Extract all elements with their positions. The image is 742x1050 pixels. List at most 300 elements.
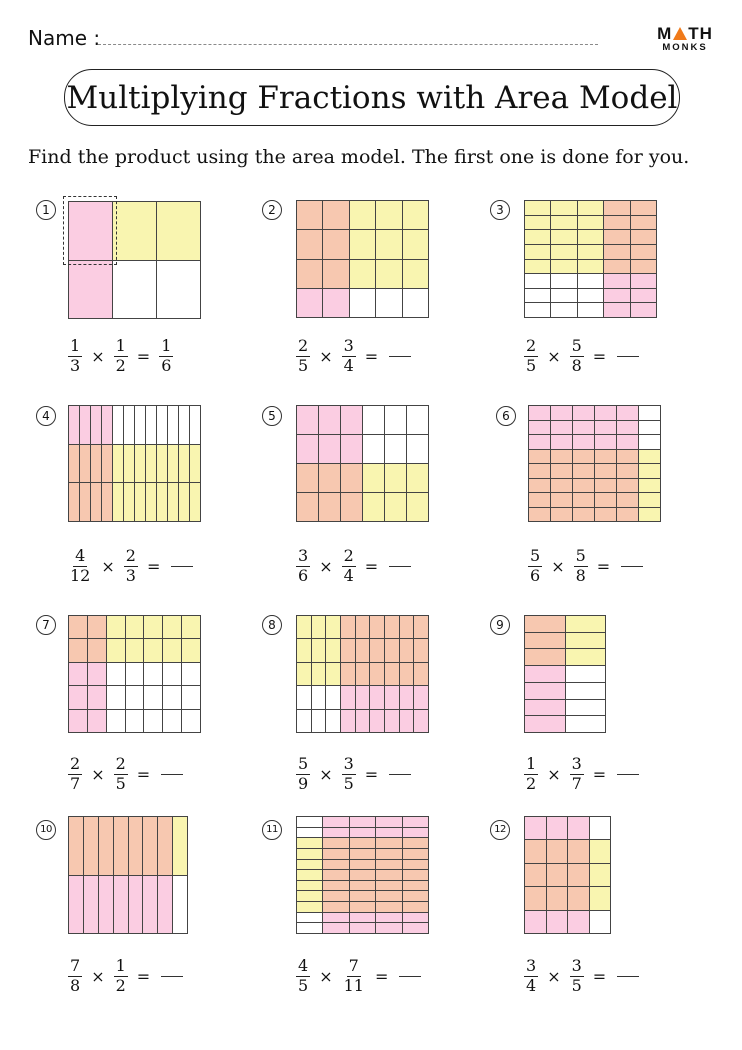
grid-cell — [529, 493, 551, 508]
grid-cell — [144, 639, 163, 662]
fraction-b: $\frac{5}{8}$ — [571, 336, 582, 375]
grid-cell — [400, 663, 415, 686]
grid-cell — [326, 710, 341, 733]
grid-cell — [631, 216, 657, 231]
grid-cell — [385, 616, 400, 639]
grid-cell — [370, 710, 385, 733]
grid-cell — [551, 260, 577, 275]
grid-cell — [312, 710, 327, 733]
fraction-b: $\frac{2}{5}$ — [115, 754, 126, 793]
grid-cell — [144, 710, 163, 733]
grid-cell — [547, 817, 569, 840]
grid-cell — [590, 887, 612, 910]
area-model-grid — [68, 405, 201, 522]
answer-blank[interactable] — [161, 774, 183, 775]
grid-cell — [551, 508, 573, 523]
grid-cell — [529, 479, 551, 494]
grid-cell — [69, 663, 88, 686]
grid-cell — [376, 913, 402, 924]
grid-cell — [350, 913, 376, 924]
grid-cell — [573, 435, 595, 450]
grid-cell — [525, 911, 547, 934]
grid-cell — [529, 421, 551, 436]
problem-number: 4 — [36, 406, 56, 426]
grid-cell — [590, 864, 612, 887]
grid-cell — [604, 245, 630, 260]
grid-cell — [578, 260, 604, 275]
grid-cell — [403, 913, 429, 924]
area-model-grid — [524, 615, 606, 733]
grid-cell — [350, 902, 376, 913]
grid-cell — [403, 923, 429, 934]
grid-cell — [179, 406, 190, 445]
grid-cell — [126, 616, 145, 639]
grid-cell — [297, 260, 323, 289]
grid-cell — [124, 406, 135, 445]
grid-cell — [595, 493, 617, 508]
equation — [526, 548, 643, 585]
grid-cell — [297, 923, 323, 934]
grid-cell — [182, 686, 201, 709]
grid-cell — [578, 216, 604, 231]
grid-cell — [312, 663, 327, 686]
grid-cell — [551, 245, 577, 260]
grid-cell — [326, 686, 341, 709]
grid-cell — [182, 616, 201, 639]
fraction-b: $\frac{7}{11}$ — [343, 956, 364, 995]
grid-cell — [99, 817, 114, 876]
grid-cell — [578, 245, 604, 260]
grid-cell — [551, 406, 573, 421]
grid-cell — [297, 289, 323, 318]
grid-cell — [350, 817, 376, 828]
grid-cell — [568, 911, 590, 934]
grid-cell — [551, 493, 573, 508]
problem-number: 12 — [490, 820, 510, 840]
grid-cell — [363, 406, 385, 435]
equals-sign: = — [136, 966, 151, 986]
grid-cell — [400, 686, 415, 709]
times-sign: × — [101, 556, 115, 576]
grid-cell — [385, 639, 400, 662]
grid-cell — [190, 406, 201, 445]
grid-cell — [400, 710, 415, 733]
problem-number: 11 — [262, 820, 282, 840]
answer-blank[interactable] — [621, 566, 643, 567]
grid-cell — [135, 406, 146, 445]
grid-cell — [350, 289, 376, 318]
grid-cell — [595, 435, 617, 450]
grid-cell — [350, 838, 376, 849]
grid-cell — [551, 303, 577, 318]
grid-cell — [297, 913, 323, 924]
grid-cell — [350, 881, 376, 892]
answer-blank[interactable] — [161, 976, 183, 977]
times-sign: × — [547, 764, 561, 784]
grid-cell — [566, 666, 607, 683]
times-sign: × — [547, 346, 561, 366]
grid-cell — [617, 479, 639, 494]
grid-cell — [363, 464, 385, 493]
equation — [294, 338, 411, 375]
grid-cell — [525, 887, 547, 910]
grid-cell — [323, 230, 349, 259]
grid-cell — [157, 202, 201, 261]
grid-cell — [578, 303, 604, 318]
grid-cell — [631, 274, 657, 289]
grid-cell — [341, 663, 356, 686]
grid-cell — [323, 923, 349, 934]
grid-cell — [297, 435, 319, 464]
grid-cell — [525, 201, 551, 216]
grid-cell — [356, 639, 371, 662]
grid-cell — [297, 891, 323, 902]
grid-cell — [525, 245, 551, 260]
grid-cell — [376, 923, 402, 934]
grid-cell — [578, 230, 604, 245]
equals-sign: = — [592, 966, 607, 986]
grid-cell — [323, 817, 349, 828]
grid-cell — [129, 876, 144, 935]
grid-cell — [403, 881, 429, 892]
grid-cell — [363, 493, 385, 522]
equals-sign: = — [592, 346, 607, 366]
grid-cell — [163, 710, 182, 733]
grid-cell — [91, 445, 102, 484]
grid-cell — [595, 450, 617, 465]
equals-sign: = — [364, 556, 379, 576]
grid-cell — [573, 493, 595, 508]
answer-blank[interactable] — [171, 566, 193, 567]
grid-cell — [639, 421, 661, 436]
grid-cell — [297, 464, 319, 493]
grid-cell — [341, 616, 356, 639]
grid-cell — [144, 686, 163, 709]
equation — [294, 548, 411, 585]
grid-cell — [69, 639, 88, 662]
grid-cell — [403, 860, 429, 871]
fraction-a: $\frac{5}{9}$ — [298, 754, 309, 793]
grid-cell — [617, 421, 639, 436]
grid-cell — [547, 864, 569, 887]
grid-cell — [341, 464, 363, 493]
highlight-dashed-box — [63, 196, 117, 265]
grid-cell — [84, 876, 99, 935]
equals-sign: = — [146, 556, 161, 576]
grid-cell — [80, 483, 91, 522]
times-sign: × — [91, 764, 105, 784]
grid-cell — [525, 260, 551, 275]
fraction-b: $\frac{1}{2}$ — [115, 956, 126, 995]
grid-cell — [146, 445, 157, 484]
grid-cell — [312, 639, 327, 662]
grid-cell — [631, 260, 657, 275]
answer-blank[interactable] — [617, 774, 639, 775]
grid-cell — [190, 445, 201, 484]
fraction-a: $\frac{2}{5}$ — [298, 336, 309, 375]
grid-cell — [566, 716, 607, 733]
fraction-a: $\frac{4}{5}$ — [298, 956, 309, 995]
grid-cell — [551, 479, 573, 494]
grid-cell — [573, 464, 595, 479]
grid-cell — [107, 686, 126, 709]
grid-cell — [124, 483, 135, 522]
grid-cell — [319, 406, 341, 435]
grid-cell — [639, 450, 661, 465]
grid-cell — [356, 616, 371, 639]
grid-cell — [168, 406, 179, 445]
answer-blank[interactable] — [389, 566, 411, 567]
grid-cell — [297, 817, 323, 828]
answer-blank[interactable] — [399, 976, 421, 977]
grid-cell — [400, 639, 415, 662]
grid-cell — [297, 686, 312, 709]
grid-cell — [297, 639, 312, 662]
problem-number: 8 — [262, 615, 282, 635]
grid-cell — [350, 923, 376, 934]
grid-cell — [578, 201, 604, 216]
grid-cell — [529, 508, 551, 523]
grid-cell — [525, 633, 566, 650]
grid-cell — [297, 870, 323, 881]
equals-sign: = — [592, 764, 607, 784]
grid-cell — [107, 710, 126, 733]
grid-cell — [69, 445, 80, 484]
times-sign: × — [319, 346, 333, 366]
times-sign: × — [91, 346, 105, 366]
grid-cell — [114, 817, 129, 876]
grid-cell — [639, 464, 661, 479]
answer-blank[interactable] — [389, 356, 411, 357]
grid-cell — [525, 216, 551, 231]
grid-cell — [551, 274, 577, 289]
grid-cell — [341, 639, 356, 662]
grid-cell — [385, 464, 407, 493]
grid-cell — [107, 639, 126, 662]
fraction-b: $\frac{3}{7}$ — [571, 754, 582, 793]
problem-number: 9 — [490, 615, 510, 635]
grid-cell — [525, 616, 566, 633]
grid-cell — [113, 483, 124, 522]
name-line[interactable] — [98, 44, 598, 45]
area-model-grid — [296, 816, 429, 934]
grid-cell — [350, 828, 376, 839]
grid-cell — [84, 817, 99, 876]
grid-cell — [69, 876, 84, 935]
grid-cell — [297, 663, 312, 686]
grid-cell — [551, 230, 577, 245]
name-label: Name : — [28, 26, 101, 50]
grid-cell — [297, 710, 312, 733]
problem-number: 6 — [496, 406, 516, 426]
fraction-a: $\frac{7}{8}$ — [70, 956, 81, 995]
fraction-b: $\frac{5}{8}$ — [575, 546, 586, 585]
grid-cell — [350, 870, 376, 881]
grid-cell — [376, 201, 402, 230]
grid-cell — [525, 649, 566, 666]
grid-cell — [414, 616, 429, 639]
grid-cell — [102, 445, 113, 484]
grid-cell — [639, 435, 661, 450]
grid-cell — [573, 406, 595, 421]
answer-blank[interactable] — [617, 976, 639, 977]
grid-cell — [617, 508, 639, 523]
grid-cell — [356, 663, 371, 686]
grid-cell — [631, 303, 657, 318]
grid-cell — [107, 616, 126, 639]
grid-cell — [414, 710, 429, 733]
grid-cell — [146, 483, 157, 522]
answer-blank[interactable] — [389, 774, 411, 775]
grid-cell — [135, 445, 146, 484]
grid-cell — [113, 202, 157, 261]
grid-cell — [551, 289, 577, 304]
grid-cell — [297, 902, 323, 913]
grid-cell — [323, 860, 349, 871]
grid-cell — [297, 201, 323, 230]
logo-triangle-icon — [673, 27, 687, 40]
equation — [66, 548, 193, 585]
grid-cell — [573, 479, 595, 494]
grid-cell — [323, 828, 349, 839]
grid-cell — [525, 303, 551, 318]
grid-cell — [525, 274, 551, 289]
grid-cell — [102, 406, 113, 445]
grid-cell — [157, 483, 168, 522]
times-sign: × — [319, 556, 333, 576]
grid-cell — [566, 700, 607, 717]
grid-cell — [168, 445, 179, 484]
grid-cell — [69, 710, 88, 733]
grid-cell — [312, 616, 327, 639]
grid-cell — [385, 406, 407, 435]
area-model-grid — [296, 405, 429, 522]
equals-sign: = — [364, 346, 379, 366]
grid-cell — [323, 891, 349, 902]
grid-cell — [547, 840, 569, 863]
grid-cell — [566, 616, 607, 633]
grid-cell — [319, 493, 341, 522]
grid-cell — [617, 493, 639, 508]
grid-cell — [525, 230, 551, 245]
grid-cell — [525, 700, 566, 717]
grid-cell — [91, 406, 102, 445]
answer-fraction: $\frac{1}{6}$ — [161, 336, 172, 375]
grid-cell — [126, 686, 145, 709]
area-model-grid — [528, 405, 661, 522]
grid-cell — [414, 663, 429, 686]
grid-cell — [376, 260, 402, 289]
grid-cell — [69, 686, 88, 709]
answer-blank[interactable] — [617, 356, 639, 357]
grid-cell — [604, 201, 630, 216]
grid-cell — [631, 230, 657, 245]
equation — [66, 756, 183, 793]
grid-cell — [350, 849, 376, 860]
grid-cell — [297, 230, 323, 259]
grid-cell — [639, 508, 661, 523]
grid-cell — [326, 639, 341, 662]
grid-cell — [88, 616, 107, 639]
grid-cell — [323, 260, 349, 289]
grid-cell — [385, 686, 400, 709]
grid-cell — [529, 464, 551, 479]
grid-cell — [323, 849, 349, 860]
equation — [66, 958, 183, 995]
grid-cell — [529, 435, 551, 450]
grid-cell — [403, 902, 429, 913]
grid-cell — [604, 260, 630, 275]
grid-cell — [88, 686, 107, 709]
grid-cell — [525, 817, 547, 840]
grid-cell — [323, 838, 349, 849]
grid-cell — [376, 891, 402, 902]
fraction-a: $\frac{1}{3}$ — [70, 336, 81, 375]
grid-cell — [566, 683, 607, 700]
grid-cell — [297, 616, 312, 639]
area-model-grid — [68, 816, 188, 934]
grid-cell — [350, 201, 376, 230]
fraction-b: $\frac{2}{4}$ — [343, 546, 354, 585]
grid-cell — [566, 633, 607, 650]
grid-cell — [323, 902, 349, 913]
grid-cell — [385, 435, 407, 464]
grid-cell — [376, 881, 402, 892]
problem-number: 5 — [262, 406, 282, 426]
grid-cell — [126, 639, 145, 662]
problem-number: 1 — [36, 200, 56, 220]
equation — [522, 756, 639, 793]
grid-cell — [573, 508, 595, 523]
logo-subtext: MONKS — [662, 42, 708, 53]
grid-cell — [376, 828, 402, 839]
grid-cell — [146, 406, 157, 445]
grid-cell — [323, 201, 349, 230]
fraction-a: $\frac{2}{7}$ — [70, 754, 81, 793]
grid-cell — [617, 464, 639, 479]
grid-cell — [376, 230, 402, 259]
grid-cell — [297, 406, 319, 435]
grid-cell — [312, 686, 327, 709]
fraction-a: $\frac{1}{2}$ — [526, 754, 537, 793]
grid-cell — [323, 289, 349, 318]
grid-cell — [385, 710, 400, 733]
grid-cell — [604, 274, 630, 289]
grid-cell — [617, 435, 639, 450]
grid-cell — [568, 887, 590, 910]
grid-cell — [595, 406, 617, 421]
grid-cell — [573, 450, 595, 465]
grid-cell — [529, 450, 551, 465]
math-monks-logo — [650, 24, 720, 53]
grid-cell — [385, 493, 407, 522]
grid-cell — [350, 230, 376, 259]
grid-cell — [69, 817, 84, 876]
equation — [294, 958, 421, 995]
grid-cell — [631, 289, 657, 304]
grid-cell — [135, 483, 146, 522]
grid-cell — [350, 860, 376, 871]
logo-text-m: M — [657, 24, 673, 43]
equation — [66, 338, 175, 375]
grid-cell — [69, 406, 80, 445]
grid-cell — [297, 860, 323, 871]
fraction-b: $\frac{3}{5}$ — [343, 754, 354, 793]
grid-cell — [568, 817, 590, 840]
grid-cell — [403, 870, 429, 881]
equals-sign: = — [596, 556, 611, 576]
grid-cell — [350, 891, 376, 902]
